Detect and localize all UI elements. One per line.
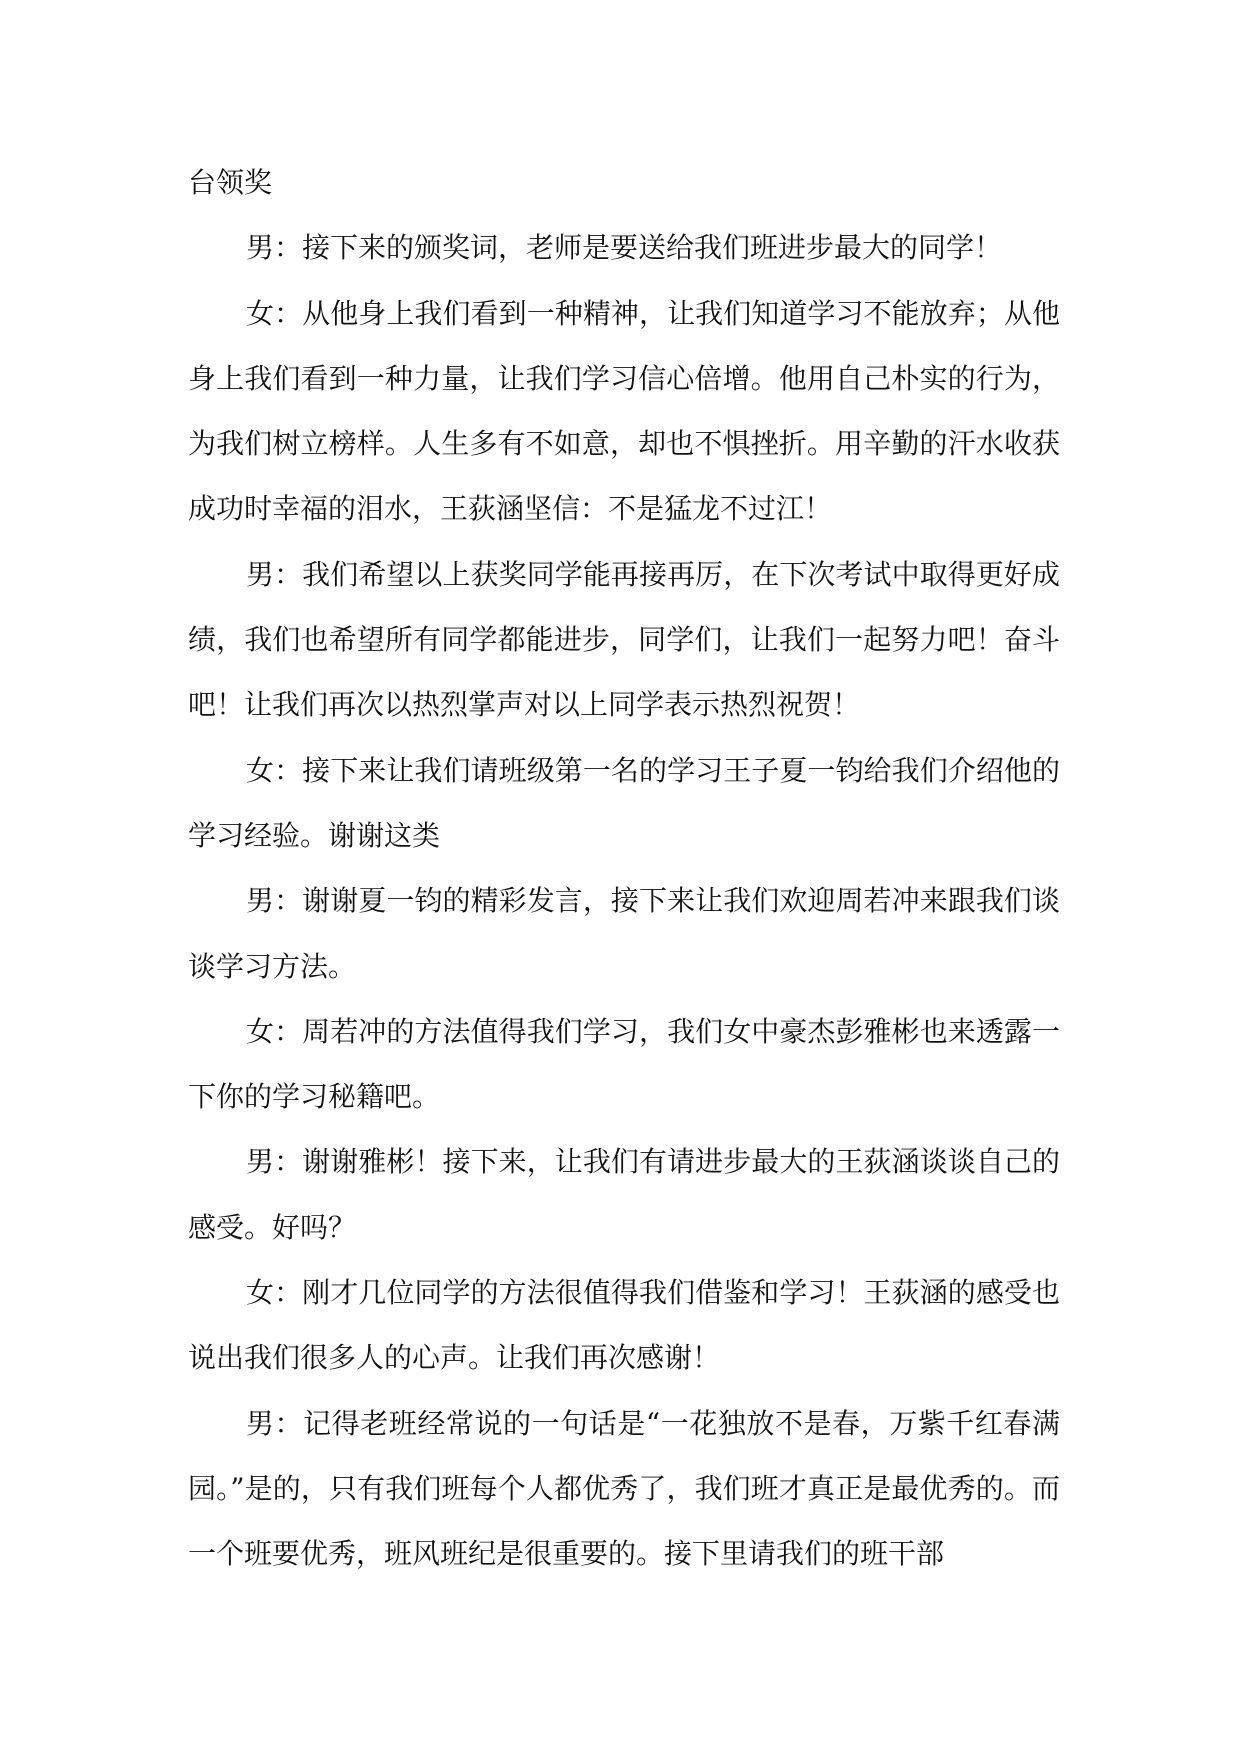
paragraph-male-invite-second: 男：谢谢夏一钧的精彩发言，接下来让我们欢迎周若冲来跟我们谈谈学习方法。 [188,884,1060,983]
paragraph-continuation: 台领奖 [188,166,273,199]
paragraph-female-invite-third: 女：周若冲的方法值得我们学习，我们女中豪杰彭雅彬也来透露一下你的学习秘籍吧。 [188,1014,1060,1114]
paragraph-male-invite-fourth: 男：谢谢雅彬！接下来，让我们有请进步最大的王荻涵谈谈自己的感受。好吗？ [188,1145,1060,1244]
paragraph-female-thanks: 女：刚才几位同学的方法很值得我们借鉴和学习！王荻涵的感受也说出我们很多人的心声。让我们再次感谢！ [188,1276,1060,1375]
paragraph-male-award-intro: 男：接下来的颁奖词，老师是要送给我们班进步最大的同学！ [246,231,1003,265]
paragraph-female-invite-first: 女：接下来让我们请班级第一名的学习王子夏一钧给我们介绍他的学习经验。谢谢这类 [188,753,1060,852]
paragraph-male-congratulations: 男：我们希望以上获奖同学能再接再厉，在下次考试中取得更好成绩，我们也希望所有同学都能进步，同学们，让我们一起努力吧！奋斗吧！让我们再次以热烈掌声对以上同学表示热烈祝贺！ [188,557,1060,722]
paragraph-female-award-speech: 女：从他身上我们看到一种精神，让我们知道学习不能放弃；从他身上我们看到一种力量，让我们学习信心倍增。他用自己朴实的行为，为我们树立榜样。人生多有不如意，却也不惧挫折。用辛勤的汗水收获成功时幸福的泪水，王荻涵坚信：不是猛龙不过江！ [188,296,1060,526]
paragraph-male-class-spirit: 男：记得老班经常说的一句话是“一花独放不是春，万紫千红春满园。”是的，只有我们班每个人都优秀了，我们班才真正是最优秀的。而一个班要优秀，班风班纪是很重要的。接下里请我们的班干部 [188,1406,1060,1571]
document-body [188,150,1060,1587]
